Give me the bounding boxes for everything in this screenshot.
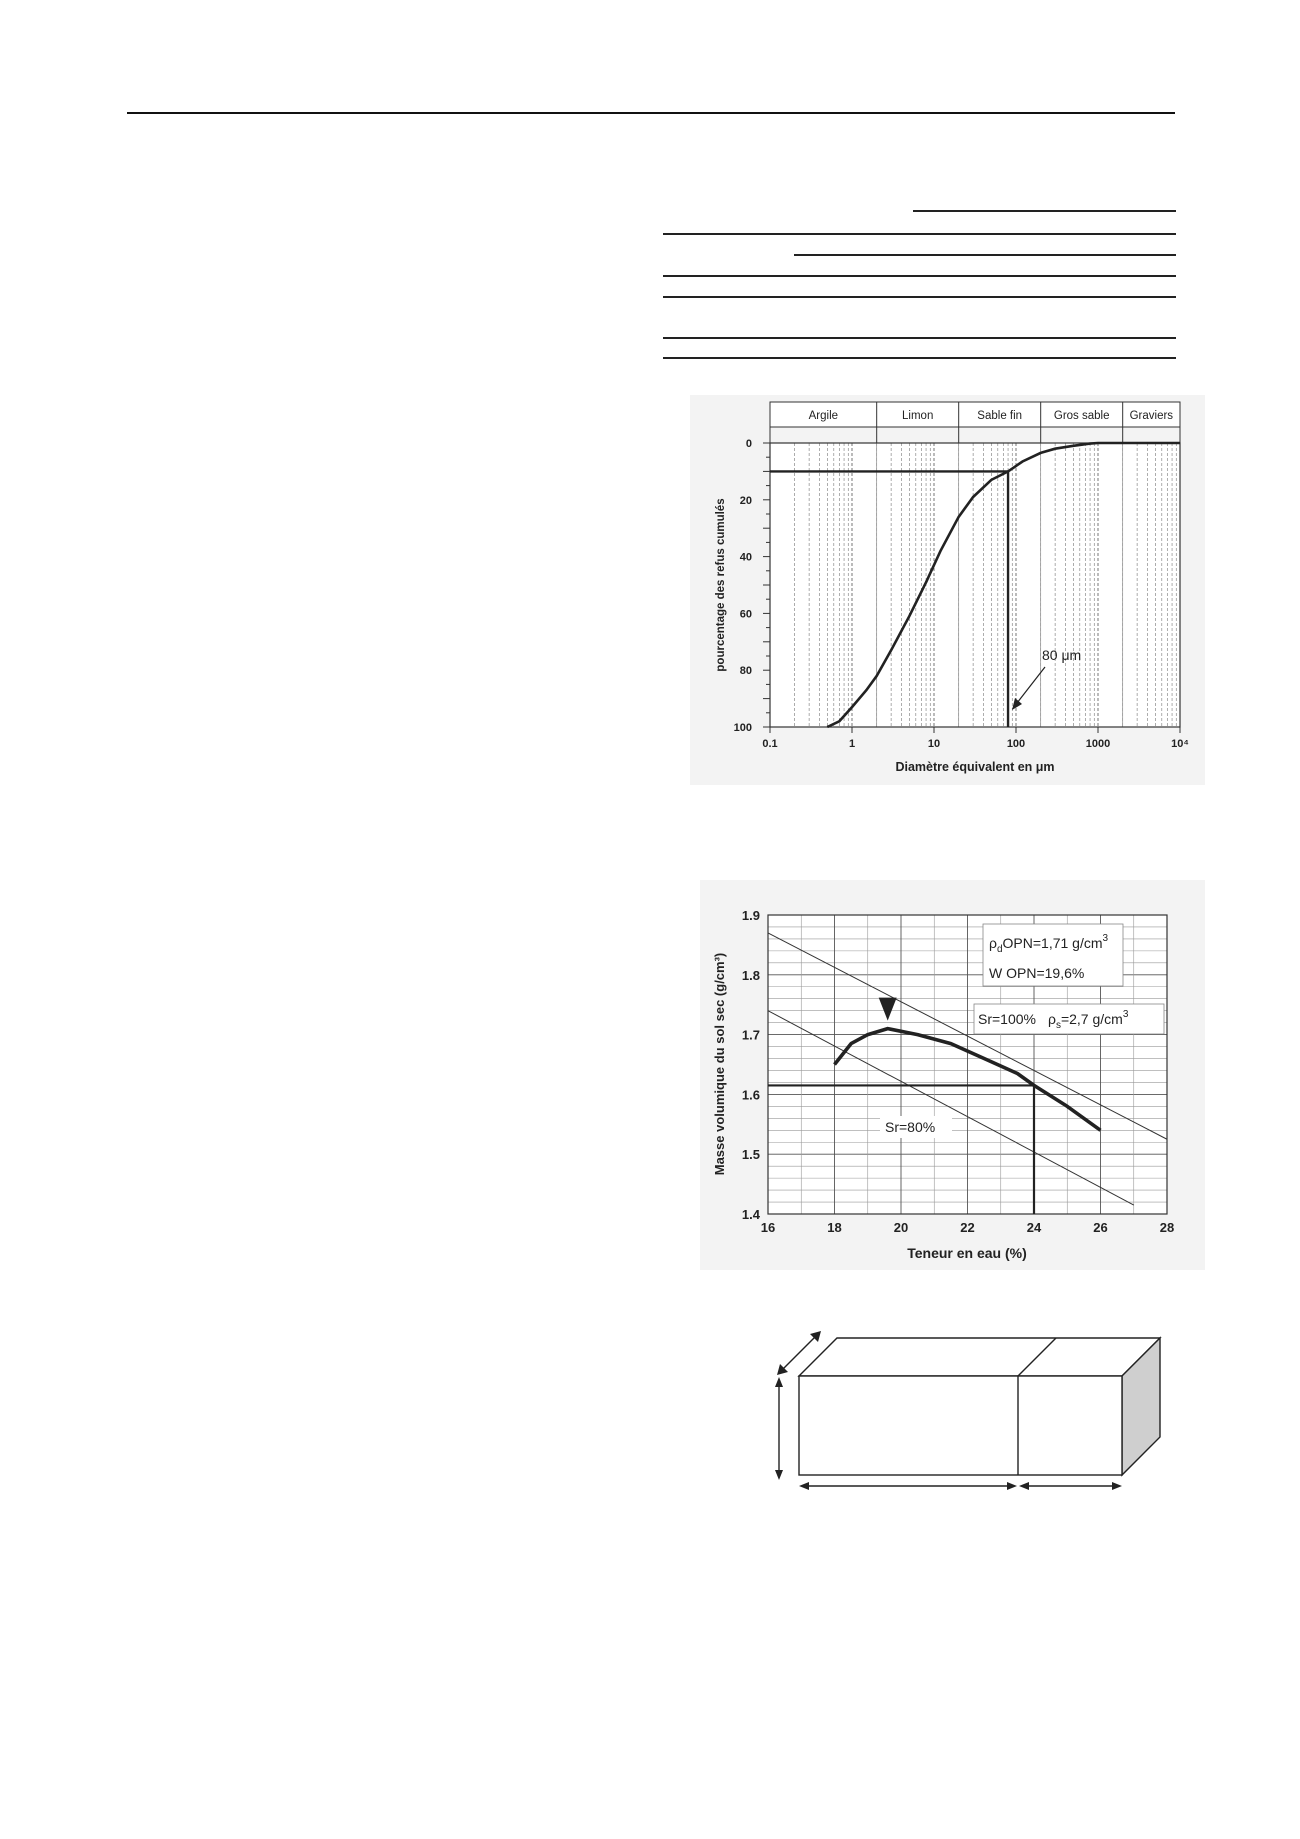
sr80-label: Sr=80% — [885, 1119, 936, 1135]
annotation-80um: 80 μm — [1042, 647, 1082, 663]
legend-w-opn: W OPN=19,6% — [989, 965, 1085, 981]
x-tick-label: 0.1 — [762, 738, 778, 750]
legend-sr100: Sr=100% $\rho_s=2,7$ $g/cm^3$ — [978, 1009, 1129, 1031]
specimen-prism-diagram — [760, 1320, 1170, 1495]
y-tick-label: 60 — [739, 608, 752, 621]
x-tick-label: 100 — [1006, 738, 1026, 750]
y-tick-label: 80 — [739, 665, 752, 678]
y-tick-label: 1.4 — [741, 1207, 760, 1222]
band-label: Graviers — [1129, 410, 1174, 422]
table-rule — [913, 210, 1176, 212]
table-rule — [663, 275, 1176, 277]
table-rule — [663, 233, 1176, 235]
table-rule — [663, 296, 1176, 298]
y-tick-label: 40 — [739, 551, 752, 564]
x-axis-title: Teneur en eau (%) — [907, 1245, 1027, 1261]
y-tick-label: 1.6 — [741, 1087, 760, 1103]
x-tick-label: 26 — [1093, 1220, 1108, 1235]
table-rule — [663, 357, 1176, 359]
x-tick-label: 24 — [1026, 1220, 1042, 1235]
proctor-chart — [700, 880, 1205, 1270]
length-dimension-arrow — [799, 1482, 1017, 1490]
y-tick-label: 1.5 — [741, 1147, 760, 1163]
prism-front-face — [799, 1376, 1122, 1475]
y-tick-label: 1.9 — [741, 908, 760, 923]
band-label: Limon — [902, 410, 934, 422]
x-tick-label: 18 — [827, 1220, 842, 1235]
table-rule — [663, 337, 1176, 339]
particle-size-chart — [690, 395, 1205, 785]
x-axis-title: Diamètre équivalent en μm — [895, 760, 1055, 774]
x-tick-label: 22 — [960, 1220, 975, 1235]
y-tick-label: 100 — [733, 722, 752, 734]
x-tick-label: 20 — [893, 1220, 909, 1235]
height-dimension-arrow — [775, 1377, 783, 1480]
legend-rho-d: $\rho_dOPN=1,71$ $g/cm^3$ — [989, 933, 1109, 955]
y-tick-label: 0 — [745, 438, 752, 450]
band-label: Argile — [808, 410, 839, 422]
x-tick-label: 10 — [927, 738, 941, 750]
x-tick-label: 28 — [1159, 1220, 1175, 1235]
x-tick-label: 10⁴ — [1171, 738, 1189, 750]
y-axis-title: pourcentage des refus cumulés — [715, 498, 727, 672]
y-tick-label: 20 — [739, 494, 752, 507]
width-dimension-arrow — [1019, 1482, 1122, 1490]
prism-top-face — [799, 1338, 1160, 1376]
header-rule — [127, 112, 1175, 114]
x-tick-label: 1000 — [1085, 738, 1111, 750]
x-tick-label: 1 — [848, 738, 856, 750]
y-tick-label: 1.8 — [741, 967, 760, 983]
x-tick-label: 16 — [760, 1220, 776, 1235]
band-label: Sable fin — [977, 410, 1023, 422]
band-label: Gros sable — [1053, 410, 1110, 422]
y-tick-label: 1.7 — [741, 1027, 760, 1043]
y-axis-title: Masse volumique du sol sec (g/cm³) — [712, 952, 727, 1176]
table-rule — [794, 254, 1176, 256]
